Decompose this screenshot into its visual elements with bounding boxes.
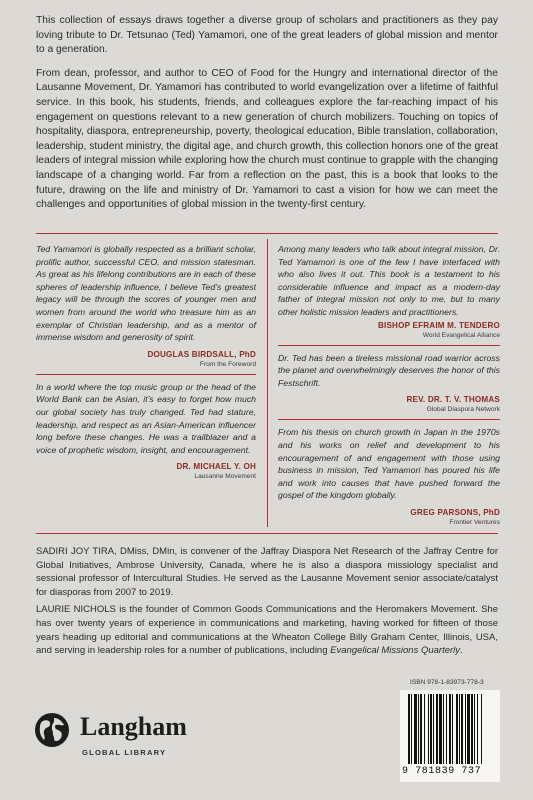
endorsements-left-column [36, 243, 256, 486]
publisher-logo [34, 712, 234, 772]
endorsement [36, 381, 256, 481]
endorsement [278, 426, 500, 526]
top-divider [36, 233, 498, 234]
globe-icon [34, 712, 70, 748]
endorser-affiliation: Lausanne Movement [194, 473, 256, 481]
endorser-name: BISHOP EFRAIM M. TENDERO [377, 320, 500, 330]
endorsement [278, 352, 500, 414]
endorsements-right-column [278, 243, 500, 532]
barcode [400, 690, 500, 782]
endorsement-quote: Among many leaders who talk about integral mission, Dr. Ted Yamamori is one of the few I have interfaced with who also lives it out. This book is a testament to his considerable influence and impact as a modern-day father of integral mission not only to me, but to many other holistic mission leaders and practitioners. [278, 244, 500, 317]
publisher-name: Langham [80, 712, 187, 741]
endorsement-divider [36, 374, 256, 375]
endorser-affiliation: From the Foreword [199, 360, 256, 368]
endorsement-divider [278, 345, 500, 346]
endorser-name: DOUGLAS BIRDSALL, PhD [147, 349, 256, 359]
endorsement [278, 243, 500, 339]
endorsement-divider [278, 419, 500, 420]
endorser-affiliation: Global Diaspora Network [426, 406, 500, 414]
publication-title: Evangelical Missions Quarterly [330, 645, 461, 657]
endorsement-quote: In a world where the top music group or the head of the World Bank can be Asian, it’s easy to forget how much our global society has truly changed. Ted had stature, leadership, and respect as an Asian-American influencer long before these changes. He was a trailblazer and a voice of prophetic wisdom, insight, and encouragement. [36, 381, 256, 455]
endorser-affiliation: Frontier Ventures [449, 518, 500, 526]
endorsement-quote: Ted Yamamori is globally respected as a brilliant scholar, prolific author, successful CEO, and mission statesman. As great as his lifelong contributions are in each of these spheres of leadership influence, I believe Ted’s greatest legacy will be through the scores of younger men and women from around the world who treasure him as an exemplar of Christian leadership, and as a mentor of immense wisdom and generosity of spirit. [36, 244, 256, 343]
barcode-stripe [482, 694, 484, 764]
bottom-divider [36, 533, 498, 534]
endorser-name: REV. DR. T. V. THOMAS [406, 395, 500, 405]
isbn: ISBN 978-1-83973-778-3 [410, 679, 484, 686]
column-divider [267, 239, 268, 527]
publisher-subtitle: GLOBAL LIBRARY [82, 748, 167, 757]
barcode-bars [408, 694, 494, 764]
barcode-number: 9 781839 737 [402, 766, 482, 777]
endorsement-quote: From his thesis on church growth in Japan in the 1970s and his works on relief and development to his encouragement of and engagement with those using business in mission, Ted Yamamori has poured his life and work into causes that have pushed forward the gospel of the kingdom globally. [278, 427, 500, 501]
book-description [36, 14, 498, 222]
description-paragraph-2: From dean, professor, and author to CEO of Food for the Hungry and international director of the Lausanne Movement, Dr. Yamamori has contributed to world evangelization over a lifetime of faithful service. In this book, his students, friends, and colleagues explore the far-reaching impact of his engagement on questions relevant to a new generation of church mobilizers. Touching on topics of hospitality, diaspora, entrepreneurship, poverty, theological education, Bible translation, collaboration, leadership, student ministry, the digital age, and church growth, this collection honors one of the great leaders of integral mission while exploring how the church must continue to grapple with the changing landscape of a changing world. Far from a reflection on the past, this is a book that looks to the future, drawing on the life and ministry of Dr. Yamamori to cast a vision for how we can meet the challenges and opportunities of global mission in the twenty-first century. [36, 67, 498, 211]
description-paragraph-1: This collection of essays draws together a diverse group of scholars and practitioners as they pay loving tribute to Dr. Tetsunao (Ted) Yamamori, one of the great leaders of global mission and mentor to a generation. [36, 15, 498, 56]
bio-tira: SADIRI JOY TIRA, DMiss, DMin, is convener of the Jaffray Diaspora Net Research of the Jaffray Centre for Global Initiatives, Ambrose University, Canada, where he is also a diaspora missiology specialist and sessional professor of Intercultural Studies. He served as the Lausanne Movement senior associate/catalyst for diasporas from 2007 to 2019. [36, 546, 498, 598]
endorser-name: GREG PARSONS, PhD [410, 507, 500, 517]
bio-nichols: LAURIE NICHOLS is the founder of Common Goods Communications and the Heromakers Movement. She has over twenty years of experience in communications and marketing, having worked for fifteen of those years heading up editorial and communications at the Wheaton College Billy Graham Center, Illinois, USA, and serving in leadership roles for a number of publications, including Evangelical Missions Quarterly. [36, 604, 498, 657]
editor-bios [36, 545, 498, 662]
endorsement [36, 243, 256, 368]
endorsement-quote: Dr. Ted has been a tireless missional road warrior across the planet and overwhelmingly deserves the honor of this Festschrift. [278, 352, 500, 388]
endorser-affiliation: World Evangelical Alliance [422, 331, 500, 339]
endorser-name: DR. MICHAEL Y. OH [176, 462, 256, 472]
